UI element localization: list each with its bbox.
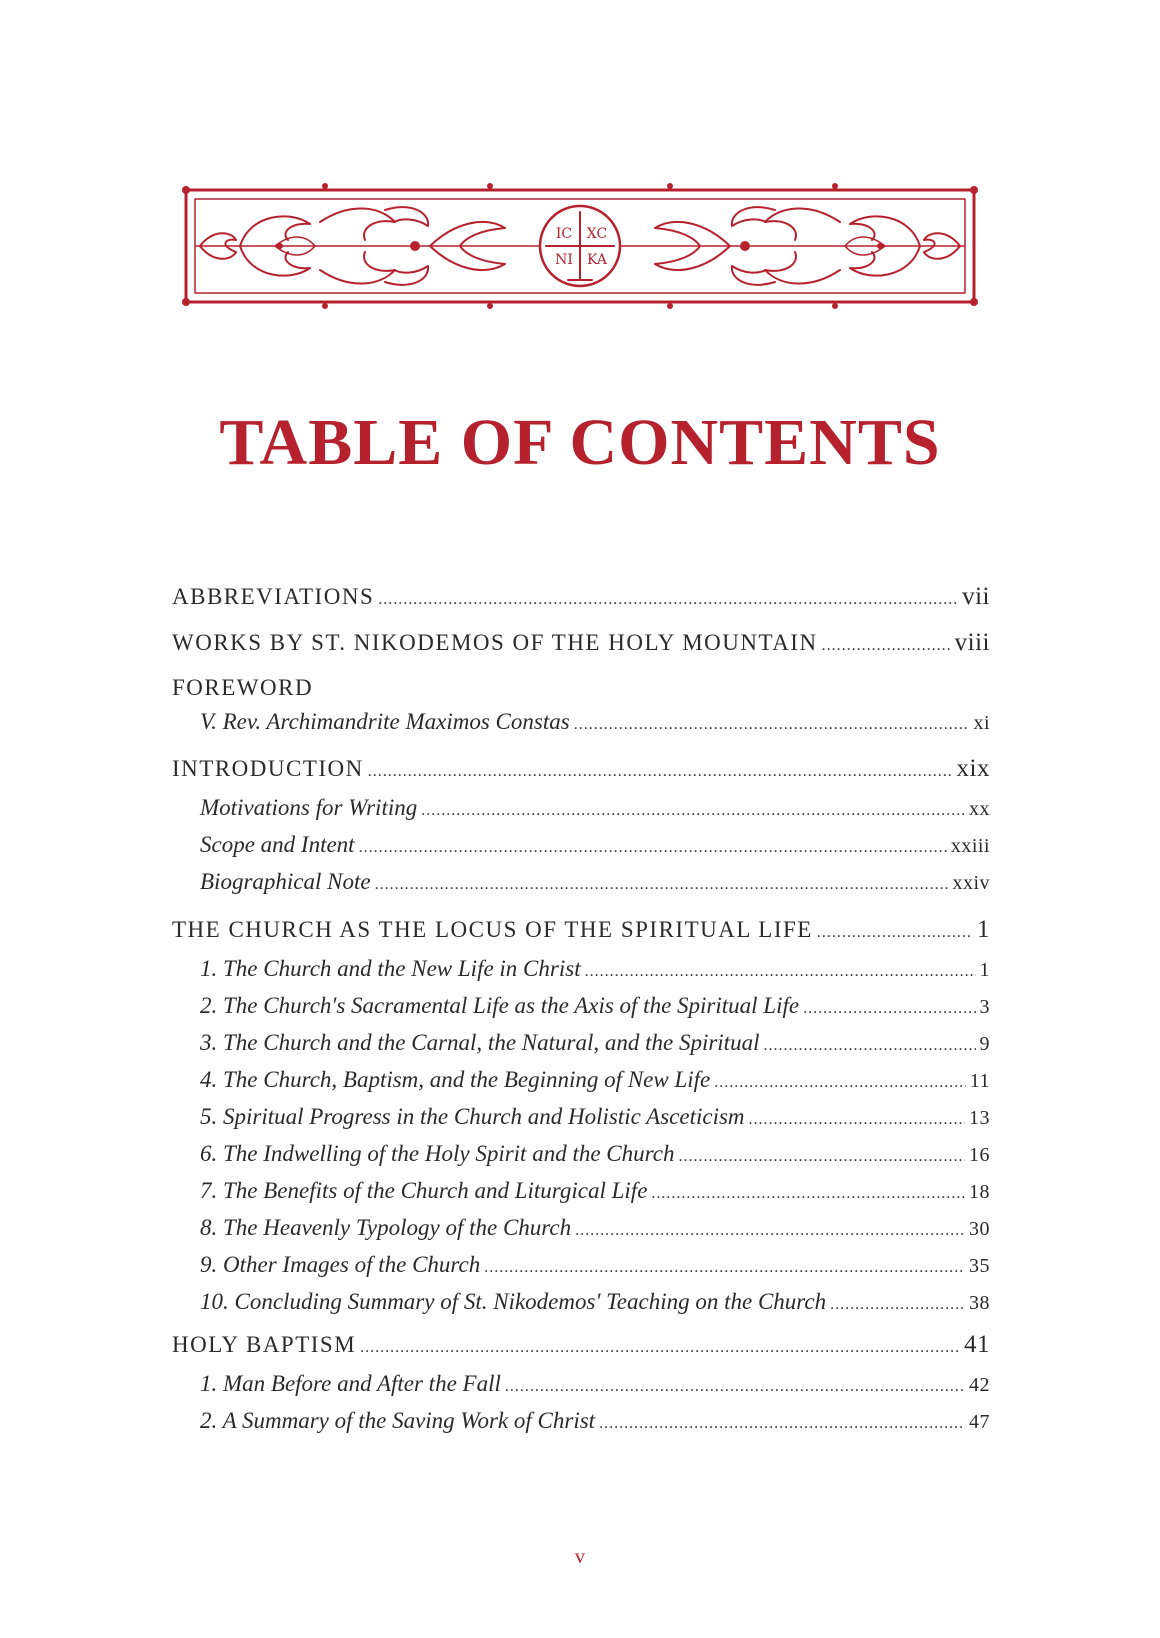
toc-leader-dots (763, 1037, 975, 1055)
medallion-letter-ic: IC (555, 226, 573, 242)
toc-entry-chapter-2-2[interactable] (172, 1408, 990, 1434)
toc-entry-title: Biographical Note (200, 869, 371, 894)
toc-entry-title: FOREWORD (172, 675, 314, 700)
toc-entry-scope[interactable] (172, 832, 990, 858)
toc-entry-foreword-author[interactable] (172, 709, 990, 735)
page-number: v (575, 1546, 585, 1568)
toc-entry-page: xxiv (952, 872, 990, 894)
toc-entry-page: 1 (979, 959, 990, 981)
toc-entry-chapter-1-2[interactable] (172, 993, 990, 1019)
toc-entry-title: Scope and Intent (200, 832, 355, 857)
toc-entry-title: 2. A Summary of the Saving Work of Christ (200, 1408, 596, 1433)
toc-entry-title: 5. Spiritual Progress in the Church and Holistic Asceticism (200, 1104, 745, 1129)
toc-leader-dots (585, 963, 976, 981)
toc-entry-motivations[interactable] (172, 795, 990, 821)
toc-entry-chapter-1-4[interactable] (172, 1067, 990, 1093)
medallion-letter-xc: XC (586, 226, 608, 242)
toc-leader-dots (830, 1296, 965, 1314)
toc-entry-page: xix (956, 755, 990, 782)
toc-leader-dots (368, 763, 953, 781)
toc-entry-abbreviations[interactable] (172, 583, 990, 611)
toc-entry-page: xxiii (950, 835, 990, 857)
toc-entry-title: 2. The Church's Sacramental Life as the Axis of the Spiritual Life (200, 993, 800, 1018)
toc-entry-chapter-1-7[interactable] (172, 1178, 990, 1204)
toc-entry-chapter-1-5[interactable] (172, 1104, 990, 1130)
toc-entry-title: V. Rev. Archimandrite Maximos Constas (200, 709, 570, 734)
toc-entry-title: HOLY BAPTISM (172, 1332, 357, 1357)
toc-leader-dots (678, 1148, 965, 1166)
header-ornament (180, 182, 980, 320)
toc-leader-dots (375, 876, 949, 894)
toc-leader-dots (822, 637, 951, 655)
toc-leader-dots (575, 1222, 965, 1240)
toc-leader-dots (817, 924, 973, 942)
medallion-letter-ka: KA (586, 252, 608, 268)
toc-entry-title: 1. The Church and the New Life in Christ (200, 956, 581, 981)
toc-leader-dots (574, 716, 970, 734)
toc-entry-page: 30 (969, 1218, 990, 1240)
toc-entry-page: xi (973, 712, 990, 734)
toc-leader-dots (714, 1074, 966, 1092)
toc-entry-title: 3. The Church and the Carnal, the Natural, and the Spiritual (200, 1030, 760, 1055)
toc-entry-page: vii (962, 583, 990, 610)
toc-entry-page: 16 (969, 1144, 990, 1166)
toc-entry-title: WORKS BY ST. NIKODEMOS OF THE HOLY MOUNTAIN (172, 630, 818, 655)
toc-entry-chapter-1-3[interactable] (172, 1030, 990, 1056)
toc-entry-title: 6. The Indwelling of the Holy Spirit and the Church (200, 1141, 675, 1166)
toc-entry-title: 7. The Benefits of the Church and Liturgical Life (200, 1178, 648, 1203)
toc-entry-chapter-1-9[interactable] (172, 1252, 990, 1278)
page-title: TABLE OF CONTENTS (219, 406, 941, 479)
toc-leader-dots (484, 1259, 965, 1277)
toc-leader-dots (360, 1339, 960, 1357)
toc-entry-introduction[interactable] (172, 755, 990, 783)
toc-entry-title: Motivations for Writing (200, 795, 418, 820)
toc-entry-chapter-2-1[interactable] (172, 1371, 990, 1397)
toc-entry-chapter-1-6[interactable] (172, 1141, 990, 1167)
toc-entry-page: xx (969, 798, 990, 820)
toc-entry-holy-baptism[interactable] (172, 1331, 990, 1359)
toc-leader-dots (599, 1415, 965, 1433)
toc-leader-dots (421, 802, 965, 820)
toc-entry-page: 11 (969, 1070, 990, 1092)
toc-entry-page: 35 (969, 1255, 990, 1277)
toc-leader-dots (803, 1000, 975, 1018)
toc-entry-page: 9 (979, 1033, 990, 1055)
toc-entry-title: INTRODUCTION (172, 756, 364, 781)
toc-entry-chapter-1-8[interactable] (172, 1215, 990, 1241)
toc-entry-works[interactable] (172, 629, 990, 657)
toc-entry-page: 41 (964, 1331, 990, 1358)
toc-entry-chapter-1-10[interactable] (172, 1289, 990, 1315)
toc-entry-page: 42 (969, 1374, 990, 1396)
toc-entry-chapter-1-1[interactable] (172, 956, 990, 982)
toc-leader-dots (359, 839, 947, 857)
toc-entry-church-locus[interactable] (172, 916, 990, 944)
toc-entry-page: 3 (979, 996, 990, 1018)
toc-leader-dots (651, 1185, 965, 1203)
toc-entry-page: 47 (969, 1411, 990, 1433)
toc-entry-page: viii (954, 629, 990, 656)
toc-entry-title: 4. The Church, Baptism, and the Beginning of New Life (200, 1067, 711, 1092)
toc-entry-page: 13 (969, 1107, 990, 1129)
toc-entry-title: 10. Concluding Summary of St. Nikodemos' Teaching on the Church (200, 1289, 827, 1314)
toc-entry-page: 38 (969, 1292, 990, 1314)
toc-entry-title: 9. Other Images of the Church (200, 1252, 481, 1277)
toc-entry-title: ABBREVIATIONS (172, 584, 375, 609)
toc-entry-title: THE CHURCH AS THE LOCUS OF THE SPIRITUAL LIFE (172, 917, 813, 942)
medallion-letter-ni: NI (555, 252, 573, 268)
toc-entry-title: 8. The Heavenly Typology of the Church (200, 1215, 572, 1240)
toc-entry-biographical[interactable] (172, 869, 990, 895)
toc-entry-foreword[interactable] (172, 675, 990, 701)
toc-entry-page: 18 (969, 1181, 990, 1203)
toc-entry-page: 1 (977, 916, 990, 943)
toc-leader-dots (749, 1111, 965, 1129)
toc-entry-title: 1. Man Before and After the Fall (200, 1371, 501, 1396)
toc-leader-dots (378, 591, 958, 609)
toc-leader-dots (505, 1378, 965, 1396)
